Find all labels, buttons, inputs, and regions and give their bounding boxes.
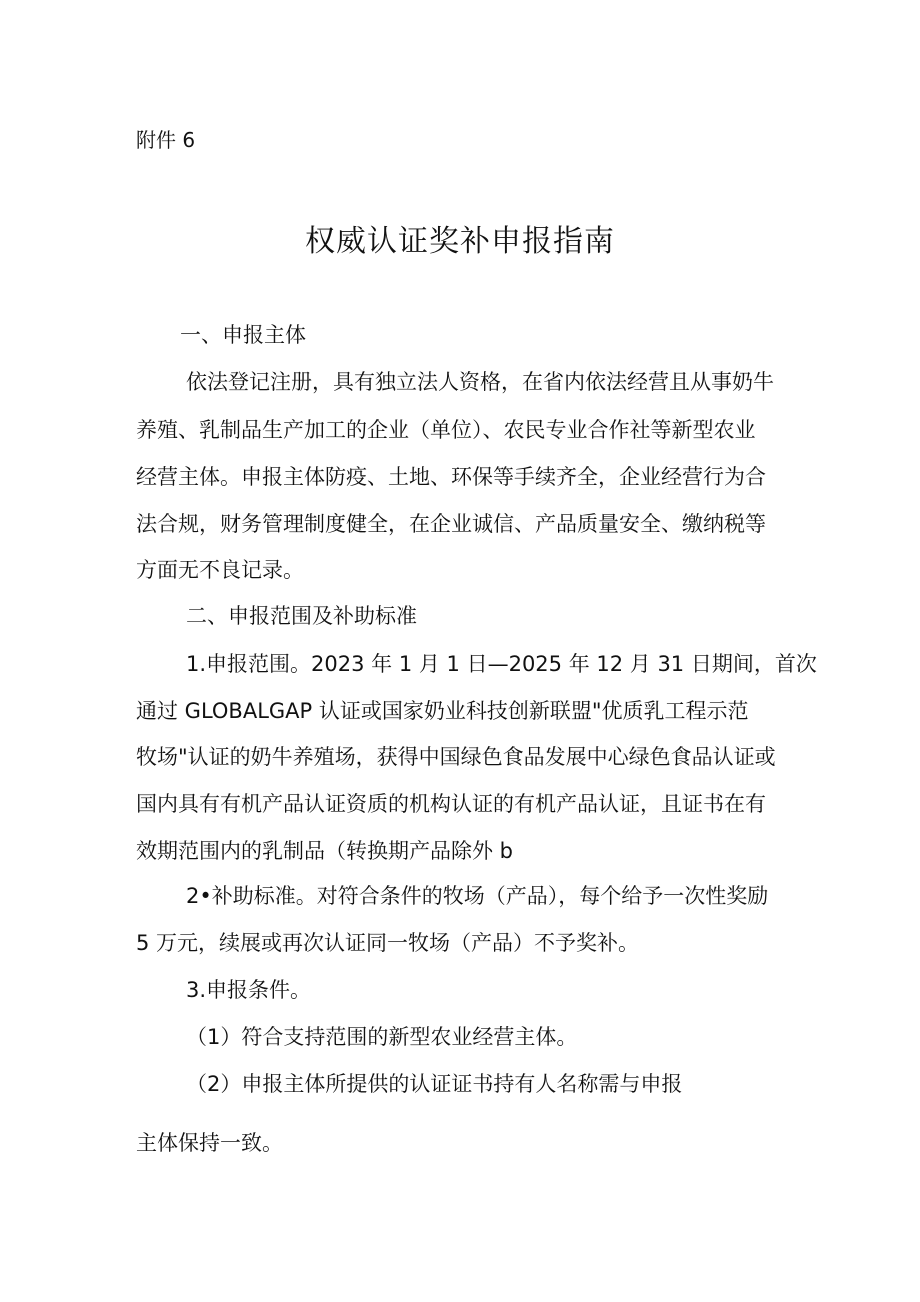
section1-line-3: 经营主体。申报主体防疫、土地、环保等手续齐全，企业经营行为合 xyxy=(136,465,766,489)
section1-line-2: 养殖、乳制品生产加工的企业（单位）、农民专业合作社等新型农业 xyxy=(136,418,756,442)
section2-condition-1: （1）符合支持范围的新型农业经营主体。 xyxy=(186,1025,578,1049)
section2-heading: 二、申报范围及补助标准 xyxy=(186,604,417,628)
section2-condition-2-line-1: （2）申报主体所提供的认证证书持有人名称需与申报 xyxy=(186,1072,683,1096)
section2-condition-2-line-2: 主体保持一致。 xyxy=(136,1131,283,1155)
section2-item2-line-1: 2•补助标准。对符合条件的牧场（产品），每个给予一次性奖励 xyxy=(186,884,769,908)
attachment-label: 附件 6 xyxy=(136,128,196,152)
section2-item1-line-1: 1.申报范围。2023 年 1 月 1 日—2025 年 12 月 31 日期间，首次 xyxy=(186,652,817,676)
section1-line-1: 依法登记注册，具有独立法人资格，在省内依法经营且从事奶牛 xyxy=(186,370,774,394)
section1-heading: 一、申报主体 xyxy=(180,323,306,347)
section2-item3: 3.申报条件。 xyxy=(186,978,312,1002)
section2-item2-line-2: 5 万元，续展或再次认证同一牧场（产品）不予奖补。 xyxy=(136,931,640,955)
section2-item1-line-4: 国内具有有机产品认证资质的机构认证的有机产品认证，且证书在有 xyxy=(136,792,766,816)
section1-line-5: 方面无不良记录。 xyxy=(136,558,304,582)
section2-item1-line-5: 效期范围内的乳制品（转换期产品除外 b xyxy=(136,839,514,863)
document-title: 权威认证奖补申报指南 xyxy=(305,224,615,259)
section2-item1-line-2: 通过 GLOBALGAP 认证或国家奶业科技创新联盟"优质乳工程示范 xyxy=(136,699,749,723)
section2-item1-line-3: 牧场"认证的奶牛养殖场，获得中国绿色食品发展中心绿色食品认证或 xyxy=(136,745,776,769)
section1-line-4: 法合规，财务管理制度健全，在企业诚信、产品质量安全、缴纳税等 xyxy=(136,512,766,536)
